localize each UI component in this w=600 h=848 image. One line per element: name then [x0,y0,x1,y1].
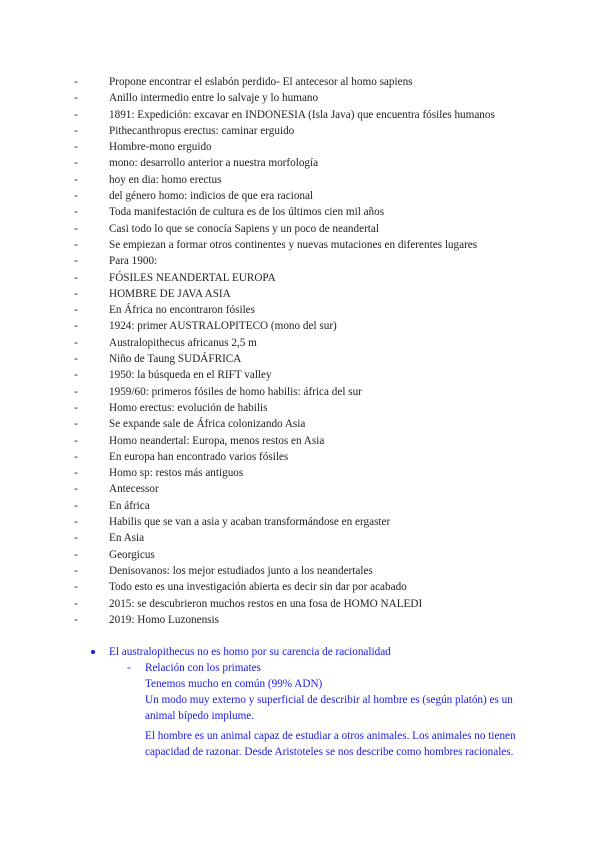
note-text: Denisovanos: los mejor estudiados junto a los neandertales [109,564,373,577]
note-text: mono: desarrollo anterior a nuestra morfología [109,157,319,170]
dash-marker: - [74,157,78,170]
note-text: En África no encontraron fósiles [109,304,256,317]
note-item [0,465,600,481]
note-text: Para 1900: [109,255,158,268]
dash-marker: - [74,336,78,349]
note-text: Niño de Taung SUDÁFRICA [109,353,242,366]
note-text: HOMBRE DE JAVA ASIA [109,287,231,300]
blue-line: El hombre es un animal capaz de estudiar a otros animales. Los animales no tienen [145,730,516,742]
note-item [0,384,600,400]
dash-marker: - [74,597,78,610]
note-text: 1891: Expedición: excavar en INDONESIA (Isla Java) que encuentra fósiles humanos [109,108,495,121]
note-text: En europa han encontrado varios fósiles [109,450,289,463]
dash-marker: - [74,206,78,219]
dash-marker: - [74,304,78,317]
bullet-text: El australopithecus no es homo por su carencia de racionalidad [109,646,391,658]
note-text: Australopithecus africanus 2,5 m [109,336,257,349]
note-item [0,612,600,628]
note-text: 2015: se descubrieron muchos restos en una fosa de HOMO NALEDI [109,597,423,610]
dash-marker: - [74,581,78,594]
note-item [0,530,600,546]
dash-marker: - [74,238,78,251]
blue-line: Tenemos mucho en común (99% ADN) [145,678,323,690]
dash-marker: - [74,499,78,512]
note-item [0,400,600,416]
dash-marker: - [74,108,78,121]
notes-list [0,74,600,628]
dash-marker: - [74,418,78,431]
note-text: Habilis que se van a asia y acaban transformándose en ergaster [109,516,391,529]
dash-marker: - [74,124,78,137]
dash-marker: - [74,255,78,268]
note-item [0,107,600,123]
dash-marker: - [74,271,78,284]
note-item [0,204,600,220]
sub-item-label: Relación con los primates [145,662,261,674]
note-item [0,335,600,351]
note-text: Hombre-mono erguido [109,141,212,154]
note-text: Antecessor [109,483,159,496]
note-item [0,172,600,188]
note-text: FÓSILES NEANDERTAL EUROPA [109,271,276,284]
note-item [0,433,600,449]
note-item [0,596,600,612]
note-text: En áfrica [109,499,150,512]
dash-marker: - [74,287,78,300]
sub-dash: - [127,662,131,674]
dash-marker: - [74,173,78,186]
note-text: Homo neandertal: Europa, menos restos en Asia [109,434,325,447]
bullet-dot [91,650,95,654]
blue-line: capacidad de razonar. Desde Aristoteles se nos describe como hombres racionales. [145,746,514,758]
note-item [0,155,600,171]
dash-marker: - [74,353,78,366]
dash-marker: - [74,92,78,105]
note-item [0,74,600,90]
note-item [0,351,600,367]
dash-marker: - [74,190,78,203]
note-text: Casi todo lo que se conocía Sapiens y un poco de neandertal [109,222,379,235]
dash-marker: - [74,483,78,496]
note-text: 1959/60: primeros fósiles de homo habilis: áfrica del sur [109,385,362,398]
note-item [0,481,600,497]
dash-marker: - [74,548,78,561]
note-item [0,514,600,530]
note-item [0,286,600,302]
dash-marker: - [74,222,78,235]
note-text: 1950: la búsqueda en el RIFT valley [109,369,272,382]
note-text: hoy en dia: homo erectus [109,173,222,186]
note-item [0,237,600,253]
note-text: Propone encontrar el eslabón perdido- El antecesor al homo sapiens [109,76,413,88]
note-text: En Asia [109,532,145,545]
blue-line: animal bípedo implume. [145,710,255,722]
dash-marker: - [74,467,78,480]
note-text: 1924: primer AUSTRALOPITECO (mono del sur) [109,320,337,333]
note-item [0,221,600,237]
note-item [0,498,600,514]
note-text: Toda manifestación de cultura es de los últimos cien mil años [109,206,385,219]
dash-marker: - [74,434,78,447]
note-item [0,270,600,286]
note-item [0,367,600,383]
note-item [0,188,600,204]
note-item [0,449,600,465]
note-text: Homo erectus: evolución de habilis [109,401,268,414]
note-item [0,318,600,334]
note-text: Homo sp: restos más antiguos [109,467,244,480]
dash-marker: - [74,76,78,88]
dash-marker: - [74,385,78,398]
dash-marker: - [74,564,78,577]
note-item [0,302,600,318]
note-text: Georgicus [109,548,155,561]
note-text: Se empiezan a formar otros continentes y nuevas mutaciones en diferentes lugares [109,238,478,251]
note-text: Todo esto es una investigación abierta es decir sin dar por acabado [109,581,407,594]
note-item [0,563,600,579]
note-item [0,123,600,139]
dash-marker: - [74,320,78,333]
note-text: Se expande sale de África colonizando Asia [109,418,306,431]
note-item [0,547,600,563]
note-item [0,90,600,106]
note-item [0,416,600,432]
dash-marker: - [74,532,78,545]
dash-marker: - [74,141,78,154]
note-item [0,579,600,595]
dash-marker: - [74,450,78,463]
dash-marker: - [74,369,78,382]
dash-marker: - [74,613,78,626]
dash-marker: - [74,516,78,529]
note-item [0,139,600,155]
dash-marker: - [74,401,78,414]
blue-line: Un modo muy externo y superficial de describir al hombre es (según platón) es un [145,694,513,706]
note-text: Anillo intermedio entre lo salvaje y lo humano [109,92,319,105]
note-text: del género homo: indicios de que era racional [109,190,314,203]
note-text: 2019: Homo Luzonensis [109,613,220,626]
note-text: Pithecanthropus erectus: caminar erguido [109,124,295,137]
note-item [0,253,600,269]
